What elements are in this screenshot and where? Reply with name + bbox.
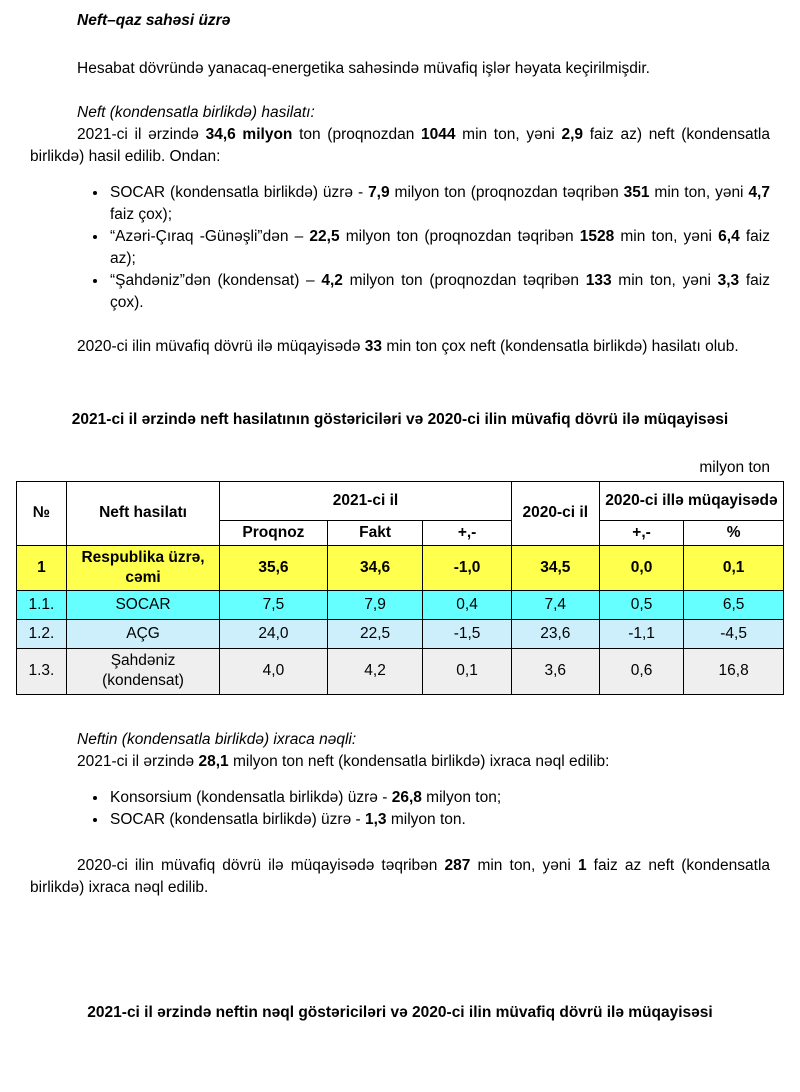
cell-cmp-diff: -1,1 [599, 620, 683, 649]
cell-2020: 23,6 [511, 620, 599, 649]
cell-2020: 34,5 [511, 546, 599, 591]
cell-diff: -1,0 [423, 546, 511, 591]
cell-no: 1 [17, 546, 67, 591]
cell-cmp-pct: 6,5 [684, 591, 784, 620]
section2-heading: Neftin (kondensatla birlikdə) ixraca nəqli: [77, 730, 357, 748]
unit-label: milyon ton [699, 458, 770, 476]
table-row-shahdeniz [17, 649, 784, 694]
cell-no: 1.3. [17, 649, 67, 694]
cell-fakt: 22,5 [327, 620, 423, 649]
export-bullet-list [30, 787, 770, 831]
col-header-compare: 2020-ci illə müqayisədə [599, 481, 783, 520]
cell-no: 1.2. [17, 620, 67, 649]
table-row-total [17, 546, 784, 591]
cell-no: 1.1. [17, 591, 67, 620]
cell-cmp-pct: -4,5 [684, 620, 784, 649]
cell-fakt: 4,2 [327, 649, 423, 694]
col-header-2021: 2021-ci il [220, 481, 511, 520]
cell-cmp-diff: 0,6 [599, 649, 683, 694]
section1-lead-paragraph: 2021-ci il ərzində 34,6 milyon ton (proqnozdan 1044 min ton, yəni 2,9 faiz az) neft (kondensatla birlikdə) hasil edilib. Ondan: [30, 126, 770, 165]
list-item: • Konsorsium (kondensatla birlikdə) üzrə - 26,8 milyon ton; [108, 787, 770, 809]
production-bullet-list [30, 182, 770, 314]
cell-2020: 3,6 [511, 649, 599, 694]
cell-proqnoz: 4,0 [220, 649, 327, 694]
cell-cmp-diff: 0,0 [599, 546, 683, 591]
cell-diff: -1,5 [423, 620, 511, 649]
cell-fakt: 34,6 [327, 546, 423, 591]
cell-2020: 7,4 [511, 591, 599, 620]
section1-summary-paragraph: 2020-ci ilin müvafiq dövrü ilə müqayisədə 33 min ton çox neft (kondensatla birlikdə) hasilatı olub. [77, 338, 739, 355]
cell-cmp-diff: 0,5 [599, 591, 683, 620]
cell-name: Şahdəniz (kondensat) [66, 649, 219, 694]
col-header-compare-diff: +,- [599, 520, 683, 545]
cell-proqnoz: 7,5 [220, 591, 327, 620]
cell-name: SOCAR [66, 591, 219, 620]
col-header-compare-pct: % [684, 520, 784, 545]
cell-proqnoz: 35,6 [220, 546, 327, 591]
cell-name: Respublika üzrə, cəmi [66, 546, 219, 591]
cell-proqnoz: 24,0 [220, 620, 327, 649]
document-title: Neft–qaz sahəsi üzrə [77, 12, 231, 29]
cell-cmp-pct: 16,8 [684, 649, 784, 694]
col-header-no: № [17, 481, 67, 545]
section2-summary-paragraph: 2020-ci ilin müvafiq dövrü ilə müqayisədə təqribən 287 min ton, yəni 1 faiz az neft (kondensatla birlikdə) ixraca nəql edilib. [30, 856, 771, 896]
section2-lead-paragraph: 2021-ci il ərzində 28,1 milyon ton neft (kondensatla birlikdə) ixraca nəql edilib: [77, 752, 610, 770]
table-row-acg [17, 620, 784, 649]
table2-title: 2021-ci il ərzində neftin nəql göstəriciləri və 2020-ci ilin müvafiq dövrü ilə müqayisəsi [87, 1003, 713, 1021]
list-item: • “Şahdəniz”dən (kondensat) – 4,2 milyon ton (proqnozdan təqribən 133 min ton, yəni 3,3 faiz çox). [108, 270, 770, 314]
cell-diff: 0,4 [423, 591, 511, 620]
list-item: • SOCAR (kondensatla birlikdə) üzrə - 1,3 milyon ton. [108, 809, 770, 831]
cell-fakt: 7,9 [327, 591, 423, 620]
cell-name: AÇG [66, 620, 219, 649]
oil-production-table [16, 481, 784, 695]
section1-heading: Neft (kondensatla birlikdə) hasilatı: [77, 104, 315, 121]
col-header-diff: +,- [423, 520, 511, 545]
cell-cmp-pct: 0,1 [684, 546, 784, 591]
list-item: • SOCAR (kondensatla birlikdə) üzrə - 7,9 milyon ton (proqnozdan təqribən 351 min ton, yəni 4,7 faiz çox); [108, 182, 770, 226]
col-header-name: Neft hasilatı [66, 481, 219, 545]
col-header-2020: 2020-ci il [511, 481, 599, 545]
col-header-proqnoz: Proqnoz [220, 520, 327, 545]
list-item: • “Azəri-Çıraq -Günəşli”dən – 22,5 milyon ton (proqnozdan təqribən 1528 min ton, yəni 6,4 faiz az); [108, 226, 770, 270]
col-header-fakt: Fakt [327, 520, 423, 545]
table1-title: 2021-ci il ərzində neft hasilatının göstəriciləri və 2020-ci ilin müvafiq dövrü ilə müqayisəsi [71, 411, 729, 428]
table-row-socar [17, 591, 784, 620]
intro-paragraph: Hesabat dövründə yanacaq-energetika sahəsində müvafiq işlər həyata keçirilmişdir. [77, 60, 650, 77]
table-header-row-1 [17, 481, 784, 520]
cell-diff: 0,1 [423, 649, 511, 694]
